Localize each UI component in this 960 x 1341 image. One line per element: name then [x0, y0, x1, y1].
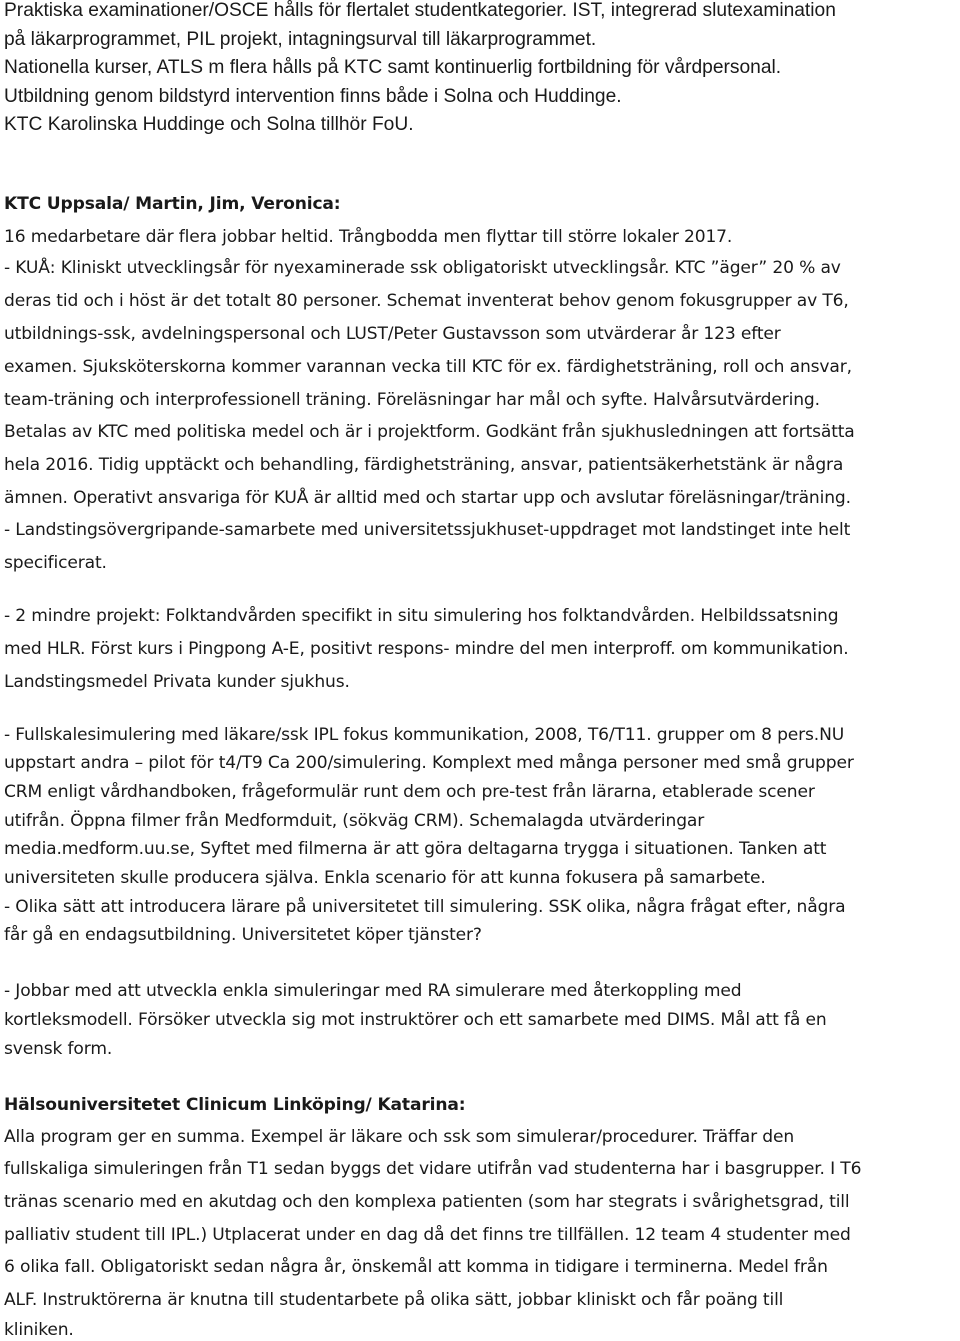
text-line: - Jobbar med att utveckla enkla simuleringar med RA simulerare med återkoppling med [4, 981, 742, 1001]
text-line: utbildnings-ssk, avdelningspersonal och LUST/Peter Gustavsson som utvärderar år 123 efter [4, 324, 781, 344]
text-line: - Fullskalesimulering med läkare/ssk IPL fokus kommunikation, 2008, T6/T11. grupper om 8 pers.NU [4, 725, 845, 745]
text-line: universiteten skulle producera själva. Enkla scenario för att kunna fokusera på samarbete. [4, 868, 766, 888]
text-line: - KUÅ: Kliniskt utvecklingsår för nyexaminerade ssk obligatoriskt utvecklingsår. KTC ”äger” 20 % av [4, 258, 841, 278]
text-line: kortleksmodell. Försöker utveckla sig mot instruktörer och ett samarbete med DIMS. Mål att få en [4, 1010, 827, 1030]
text-line: kliniken. [4, 1320, 74, 1340]
text-line: examen. Sjuksköterskorna kommer varannan vecka till KTC för ex. färdighetsträning, roll och ansvar, [4, 357, 852, 377]
text-line: team-träning och interprofessionell träning. Föreläsningar har mål och syfte. Halvårsutvärdering. [4, 390, 820, 410]
text-line: palliativ student till IPL.) Utplacerat under en dag då det finns tre tillfällen. 12 team 4 studenter med [4, 1225, 851, 1245]
text-line: - 2 mindre projekt: Folktandvården specifikt in situ simulering hos folktandvården. Helbildssatsning [4, 606, 839, 626]
text-line: ämnen. Operativt ansvariga för KUÅ är alltid med och startar upp och avslutar föreläsningar/träning. [4, 488, 851, 508]
text-line: uppstart andra – pilot för t4/T9 Ca 200/simulering. Komplext med många personer med små grupper [4, 753, 854, 773]
text-line: Utbildning genom bildstyrd intervention finns både i Solna och Huddinge. [4, 86, 622, 107]
text-line: hela 2016. Tidig upptäckt och behandling, färdighetsträning, ansvar, patientsäkerhetstänk är några [4, 455, 844, 475]
text-line: Praktiska examinationer/OSCE hålls för flertalet studentkategorier. IST, integrerad slutexamination [4, 0, 836, 21]
text-line: Nationella kurser, ATLS m flera hålls på KTC samt kontinuerlig fortbildning för vårdpersonal. [4, 57, 782, 78]
text-line: på läkarprogrammet, PIL projekt, intagningsurval till läkarprogrammet. [4, 29, 597, 50]
text-line: KTC Karolinska Huddinge och Solna tillhör FoU. [4, 114, 414, 135]
text-line: får gå en endagsutbildning. Universitetet köper tjänster? [4, 925, 482, 945]
text-line: med HLR. Först kurs i Pingpong A-E, positivt respons- mindre del men interproff. om kommunikation. [4, 639, 849, 659]
text-line: CRM enligt vårdhandboken, frågeformulär runt dem och pre-test från lärarna, etablerade scener [4, 782, 815, 802]
text-line: media.medform.uu.se, Syftet med filmerna är att göra deltagarna trygga i situationen. Tanken att [4, 839, 827, 859]
text-line: 6 olika fall. Obligatoriskt sedan några år, önskemål att komma in tidigare i terminerna. Medel från [4, 1257, 828, 1277]
text-line: svensk form. [4, 1039, 113, 1059]
section-heading: Hälsouniversitetet Clinicum Linköping/ Katarina: [4, 1095, 466, 1115]
section-heading: KTC Uppsala/ Martin, Jim, Veronica: [4, 194, 341, 214]
text-line: - Olika sätt att introducera lärare på universitetet till simulering. SSK olika, några frågat efter, några [4, 897, 846, 917]
text-line: specificerat. [4, 553, 107, 573]
text-line: fullskaliga simuleringen från T1 sedan byggs det vidare utifrån vad studenterna har i basgrupper. I T6 [4, 1159, 862, 1179]
text-line: 16 medarbetare där flera jobbar heltid. Trångbodda men flyttar till större lokaler 2017. [4, 227, 733, 247]
text-line: deras tid och i höst är det totalt 80 personer. Schemat inventerat behov genom fokusgrupper av T6, [4, 291, 849, 311]
text-line: Landstingsmedel Privata kunder sjukhus. [4, 672, 350, 692]
text-line: Betalas av KTC med politiska medel och är i projektform. Godkänt från sjukhusledningen att fortsätta [4, 422, 855, 442]
text-line: utifrån. Öppna filmer från Medformduit, (sökväg CRM). Schemalagda utvärderingar [4, 811, 705, 831]
text-line: - Landstingsövergripande-samarbete med universitetssjukhuset-uppdraget mot landstinget inte helt [4, 520, 851, 540]
text-line: ALF. Instruktörerna är knutna till studentarbete på olika sätt, jobbar kliniskt och får poäng till [4, 1290, 784, 1310]
text-line: tränas scenario med en akutdag och den komplexa patienten (som har stegrats i svårighetsgrad, till [4, 1192, 850, 1212]
text-line: Alla program ger en summa. Exempel är läkare och ssk som simulerar/procedurer. Träffar den [4, 1127, 795, 1147]
